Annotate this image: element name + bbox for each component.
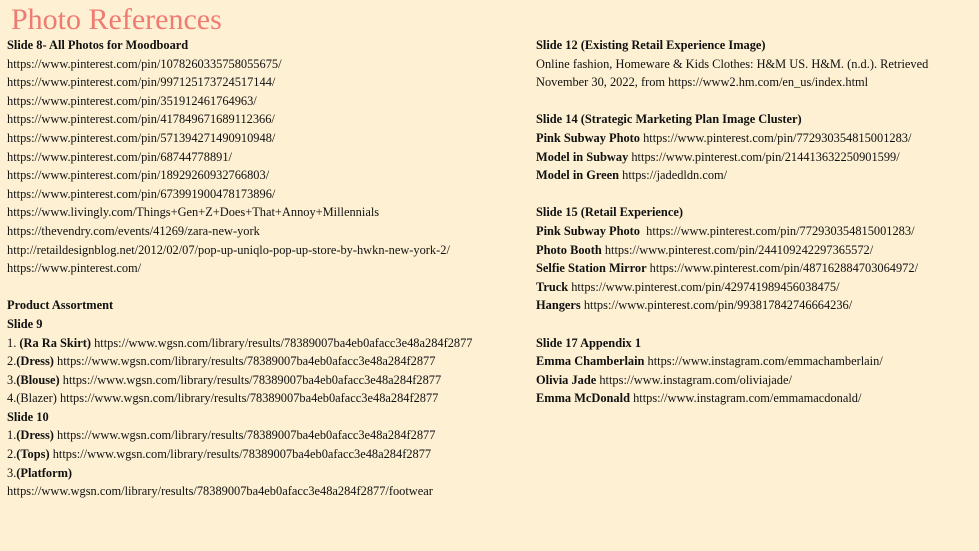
- list-item: 1. (Ra Ra Skirt) https://www.wgsn.com/library/results/78389007ba4eb0afacc3e48a284f2877: [7, 335, 473, 350]
- list-item: 2.(Tops) https://www.wgsn.com/library/results/78389007ba4eb0afacc3e48a284f2877: [7, 447, 432, 462]
- left-column: [7, 36, 473, 501]
- citation-text: Online fashion, Homeware & Kids Clothes: H&M US. H&M. (n.d.). Retrieved: [536, 56, 929, 71]
- reference-link[interactable]: https://www.pinterest.com/pin/1078260335758055675/: [7, 56, 282, 71]
- list-item: Emma McDonald https://www.instagram.com/emmamacdonald/: [536, 391, 862, 406]
- list-item: Selfie Station Mirror https://www.pinterest.com/pin/487162884703064972/: [536, 261, 919, 276]
- list-item: Emma Chamberlain https://www.instagram.com/emmachamberlain/: [536, 354, 883, 369]
- reference-link[interactable]: https://www.pinterest.com/: [7, 261, 142, 276]
- reference-link[interactable]: https://www.pinterest.com/pin/487162884703064972/: [646, 261, 919, 276]
- reference-link[interactable]: https://www.pinterest.com/pin/214413632250901599/: [628, 149, 900, 164]
- reference-link[interactable]: https://www.wgsn.com/library/results/78389007ba4eb0afacc3e48a284f2877: [90, 335, 473, 350]
- reference-link[interactable]: https://www.instagram.com/oliviajade/: [596, 372, 792, 387]
- slide-10-heading: Slide 10: [7, 409, 49, 424]
- reference-link[interactable]: https://www.wgsn.com/library/results/78389007ba4eb0afacc3e48a284f2877: [53, 428, 436, 443]
- reference-link[interactable]: http://retaildesignblog.net/2012/02/07/pop-up-uniqlo-pop-up-store-by-hwkn-new-york-2/: [7, 242, 450, 257]
- list-item: 4.(Blazer) https://www.wgsn.com/library/results/78389007ba4eb0afacc3e48a284f2877: [7, 391, 439, 406]
- slide-14-heading: Slide 14 (Strategic Marketing Plan Image Cluster): [536, 112, 802, 127]
- list-item: Photo Booth https://www.pinterest.com/pin/244109242297365572/: [536, 242, 874, 257]
- list-item: Pink Subway Photo https://www.pinterest.com/pin/772930354815001283/: [536, 130, 912, 145]
- slide-12-heading: Slide 12 (Existing Retail Experience Image): [536, 38, 766, 52]
- reference-link[interactable]: https://www.instagram.com/emmachamberlain/: [644, 354, 883, 369]
- reference-link[interactable]: https://www.pinterest.com/pin/772930354815001283/: [639, 130, 912, 145]
- slide-17-heading: Slide 17 Appendix 1: [536, 335, 642, 350]
- list-item: 1.(Dress) https://www.wgsn.com/library/results/78389007ba4eb0afacc3e48a284f2877: [7, 428, 436, 443]
- slide-15-heading: Slide 15 (Retail Experience): [536, 205, 683, 220]
- product-assortment-heading: Product Assortment: [7, 298, 114, 313]
- list-item: Hangers https://www.pinterest.com/pin/993817842746664236/: [536, 298, 853, 313]
- reference-link[interactable]: https://www.wgsn.com/library/results/78389007ba4eb0afacc3e48a284f2877: [53, 354, 436, 369]
- slide-8-heading: Slide 8- All Photos for Moodboard: [7, 38, 189, 52]
- list-item: Model in Green https://jadedldn.com/: [536, 168, 728, 183]
- reference-link[interactable]: https://www.pinterest.com/pin/244109242297365572/: [601, 242, 874, 257]
- reference-link[interactable]: https://www.pinterest.com/pin/997125173724517144/: [7, 75, 276, 90]
- reference-link[interactable]: https://www.pinterest.com/pin/417849671689112366/: [7, 112, 275, 127]
- reference-link[interactable]: https://www.wgsn.com/library/results/78389007ba4eb0afacc3e48a284f2877: [59, 372, 442, 387]
- citation-text: November 30, 2022, from https://www2.hm.com/en_us/index.html: [536, 75, 869, 90]
- list-item: 2.(Dress) https://www.wgsn.com/library/results/78389007ba4eb0afacc3e48a284f2877: [7, 354, 436, 369]
- reference-link[interactable]: https://www.pinterest.com/pin/68744778891/: [7, 149, 232, 164]
- reference-link[interactable]: https://www.wgsn.com/library/results/78389007ba4eb0afacc3e48a284f2877: [49, 447, 432, 462]
- list-item: Truck https://www.pinterest.com/pin/429741989456038475/: [536, 279, 840, 294]
- list-item: 3.(Platform): [7, 465, 73, 480]
- page-title: Photo References: [11, 3, 222, 36]
- reference-link[interactable]: https://www.pinterest.com/pin/772930354815001283/: [639, 223, 915, 238]
- list-item: Pink Subway Photo https://www.pinterest.com/pin/772930354815001283/: [536, 223, 915, 238]
- reference-link[interactable]: https://www.pinterest.com/pin/351912461764963/: [7, 93, 257, 108]
- slide-9-heading: Slide 9: [7, 316, 43, 331]
- reference-link[interactable]: https://www.wgsn.com/library/results/78389007ba4eb0afacc3e48a284f2877/footwear: [7, 484, 433, 499]
- reference-link[interactable]: https://www.pinterest.com/pin/993817842746664236/: [580, 298, 853, 313]
- reference-link[interactable]: https://thevendry.com/events/41269/zara-new-york: [7, 223, 260, 238]
- reference-link[interactable]: https://jadedldn.com/: [619, 168, 728, 183]
- reference-link[interactable]: https://www.livingly.com/Things+Gen+Z+Does+That+Annoy+Millennials: [7, 205, 380, 220]
- reference-link[interactable]: https://www.pinterest.com/pin/571394271490910948/: [7, 130, 276, 145]
- list-item: Olivia Jade https://www.instagram.com/oliviajade/: [536, 372, 792, 387]
- reference-link[interactable]: https://www.pinterest.com/pin/673991900478173896/: [7, 186, 276, 201]
- reference-link[interactable]: https://www.instagram.com/emmamacdonald/: [629, 391, 862, 406]
- right-column: [536, 36, 928, 408]
- list-item: 3.(Blouse) https://www.wgsn.com/library/results/78389007ba4eb0afacc3e48a284f2877: [7, 372, 442, 387]
- reference-link[interactable]: https://www.pinterest.com/pin/18929260932766803/: [7, 168, 270, 183]
- reference-link[interactable]: https://www.pinterest.com/pin/429741989456038475/: [568, 279, 840, 294]
- list-item: Model in Subway https://www.pinterest.com/pin/214413632250901599/: [536, 149, 900, 164]
